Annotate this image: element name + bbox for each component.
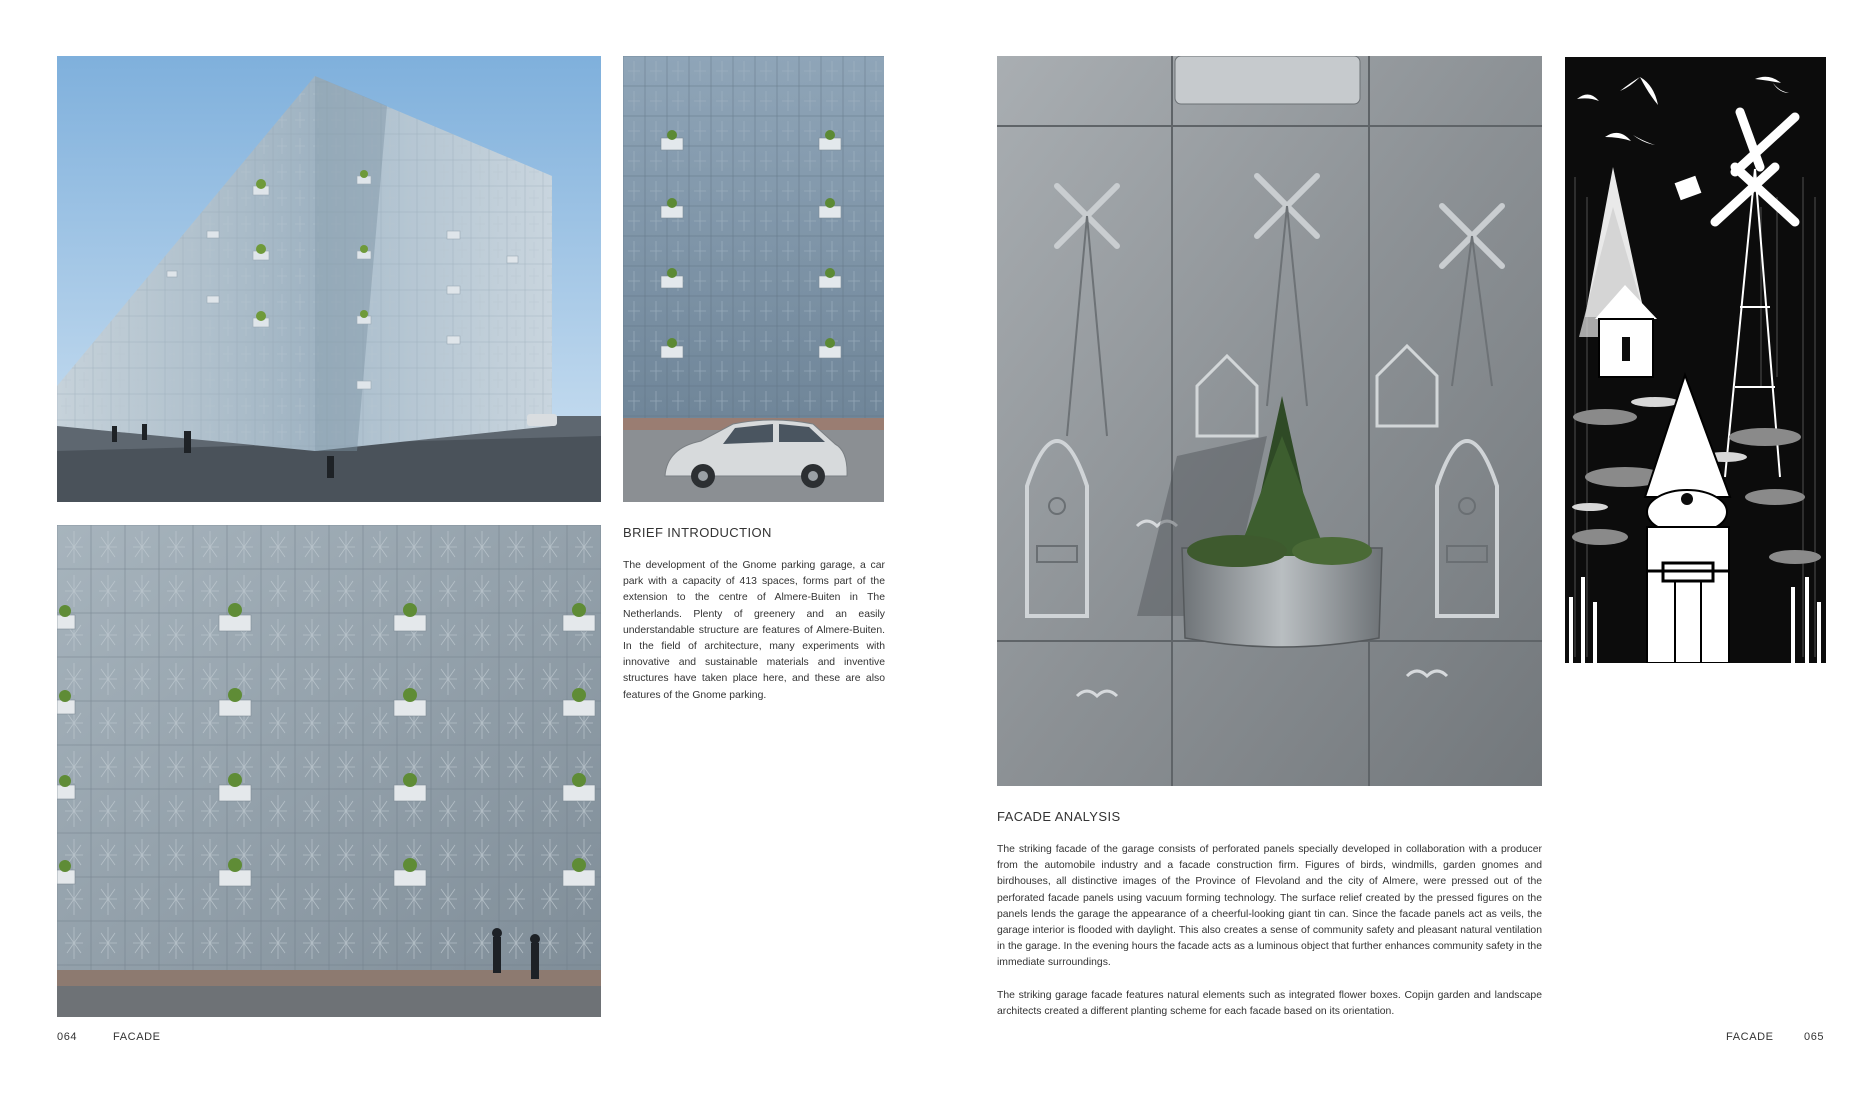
section-label-right: FACADE bbox=[1726, 1031, 1774, 1043]
facade-analysis-text bbox=[997, 842, 1542, 1036]
facade-analysis-heading: FACADE ANALYSIS bbox=[997, 809, 1121, 824]
brief-introduction-text: The development of the Gnome parking garage, a car park with a capacity of 413 spaces, forms part of the extension to the centre of Almere-Buiten in The Netherlands. Plenty of greenery and an easily understandable structure are features of Almere-Buiten. In the field of architecture, many experiments with innovative and sustainable materials and inventive structures have taken place here, and these are also features of the Gnome parking. bbox=[623, 560, 885, 701]
photo-facade-frontal bbox=[57, 525, 601, 1017]
brief-introduction-heading: BRIEF INTRODUCTION bbox=[623, 525, 772, 540]
page-number-right: 065 bbox=[1804, 1031, 1825, 1043]
photo-facade-with-car bbox=[623, 56, 884, 502]
photo-building-perspective bbox=[57, 56, 601, 502]
facade-analysis-paragraph: The striking garage facade features natural elements such as integrated flower boxes. Copijn garden and landscape architects created a different planting scheme for each facade based on its orientation. bbox=[997, 989, 1542, 1017]
illustration-panel-motifs bbox=[1565, 57, 1826, 663]
section-label-left: FACADE bbox=[113, 1031, 161, 1043]
page-number-left: 064 bbox=[57, 1031, 78, 1043]
photo-facade-closeup bbox=[997, 56, 1542, 786]
facade-analysis-paragraph: The striking facade of the garage consists of perforated panels specially developed in collaboration with a producer from the automobile industry and a facade construction firm. Figures of birds, windmills, garden gnomes and birdhouses, all distinctive images of the Province of Flevoland and the city of Almere, were pressed out of the perforated facade panels using vacuum forming technology. The surface relief created by the pressed figures on the panels lends the garage the appearance of a cheerful-looking giant tin can. Since the facade panels act as veils, the garage interior is flooded with daylight. This also creates a sense of community safety and pleasant natural ventilation in the garage. In the evening hours the facade acts as a luminous object that further enhances community safety in the immediate surroundings. bbox=[997, 844, 1542, 969]
